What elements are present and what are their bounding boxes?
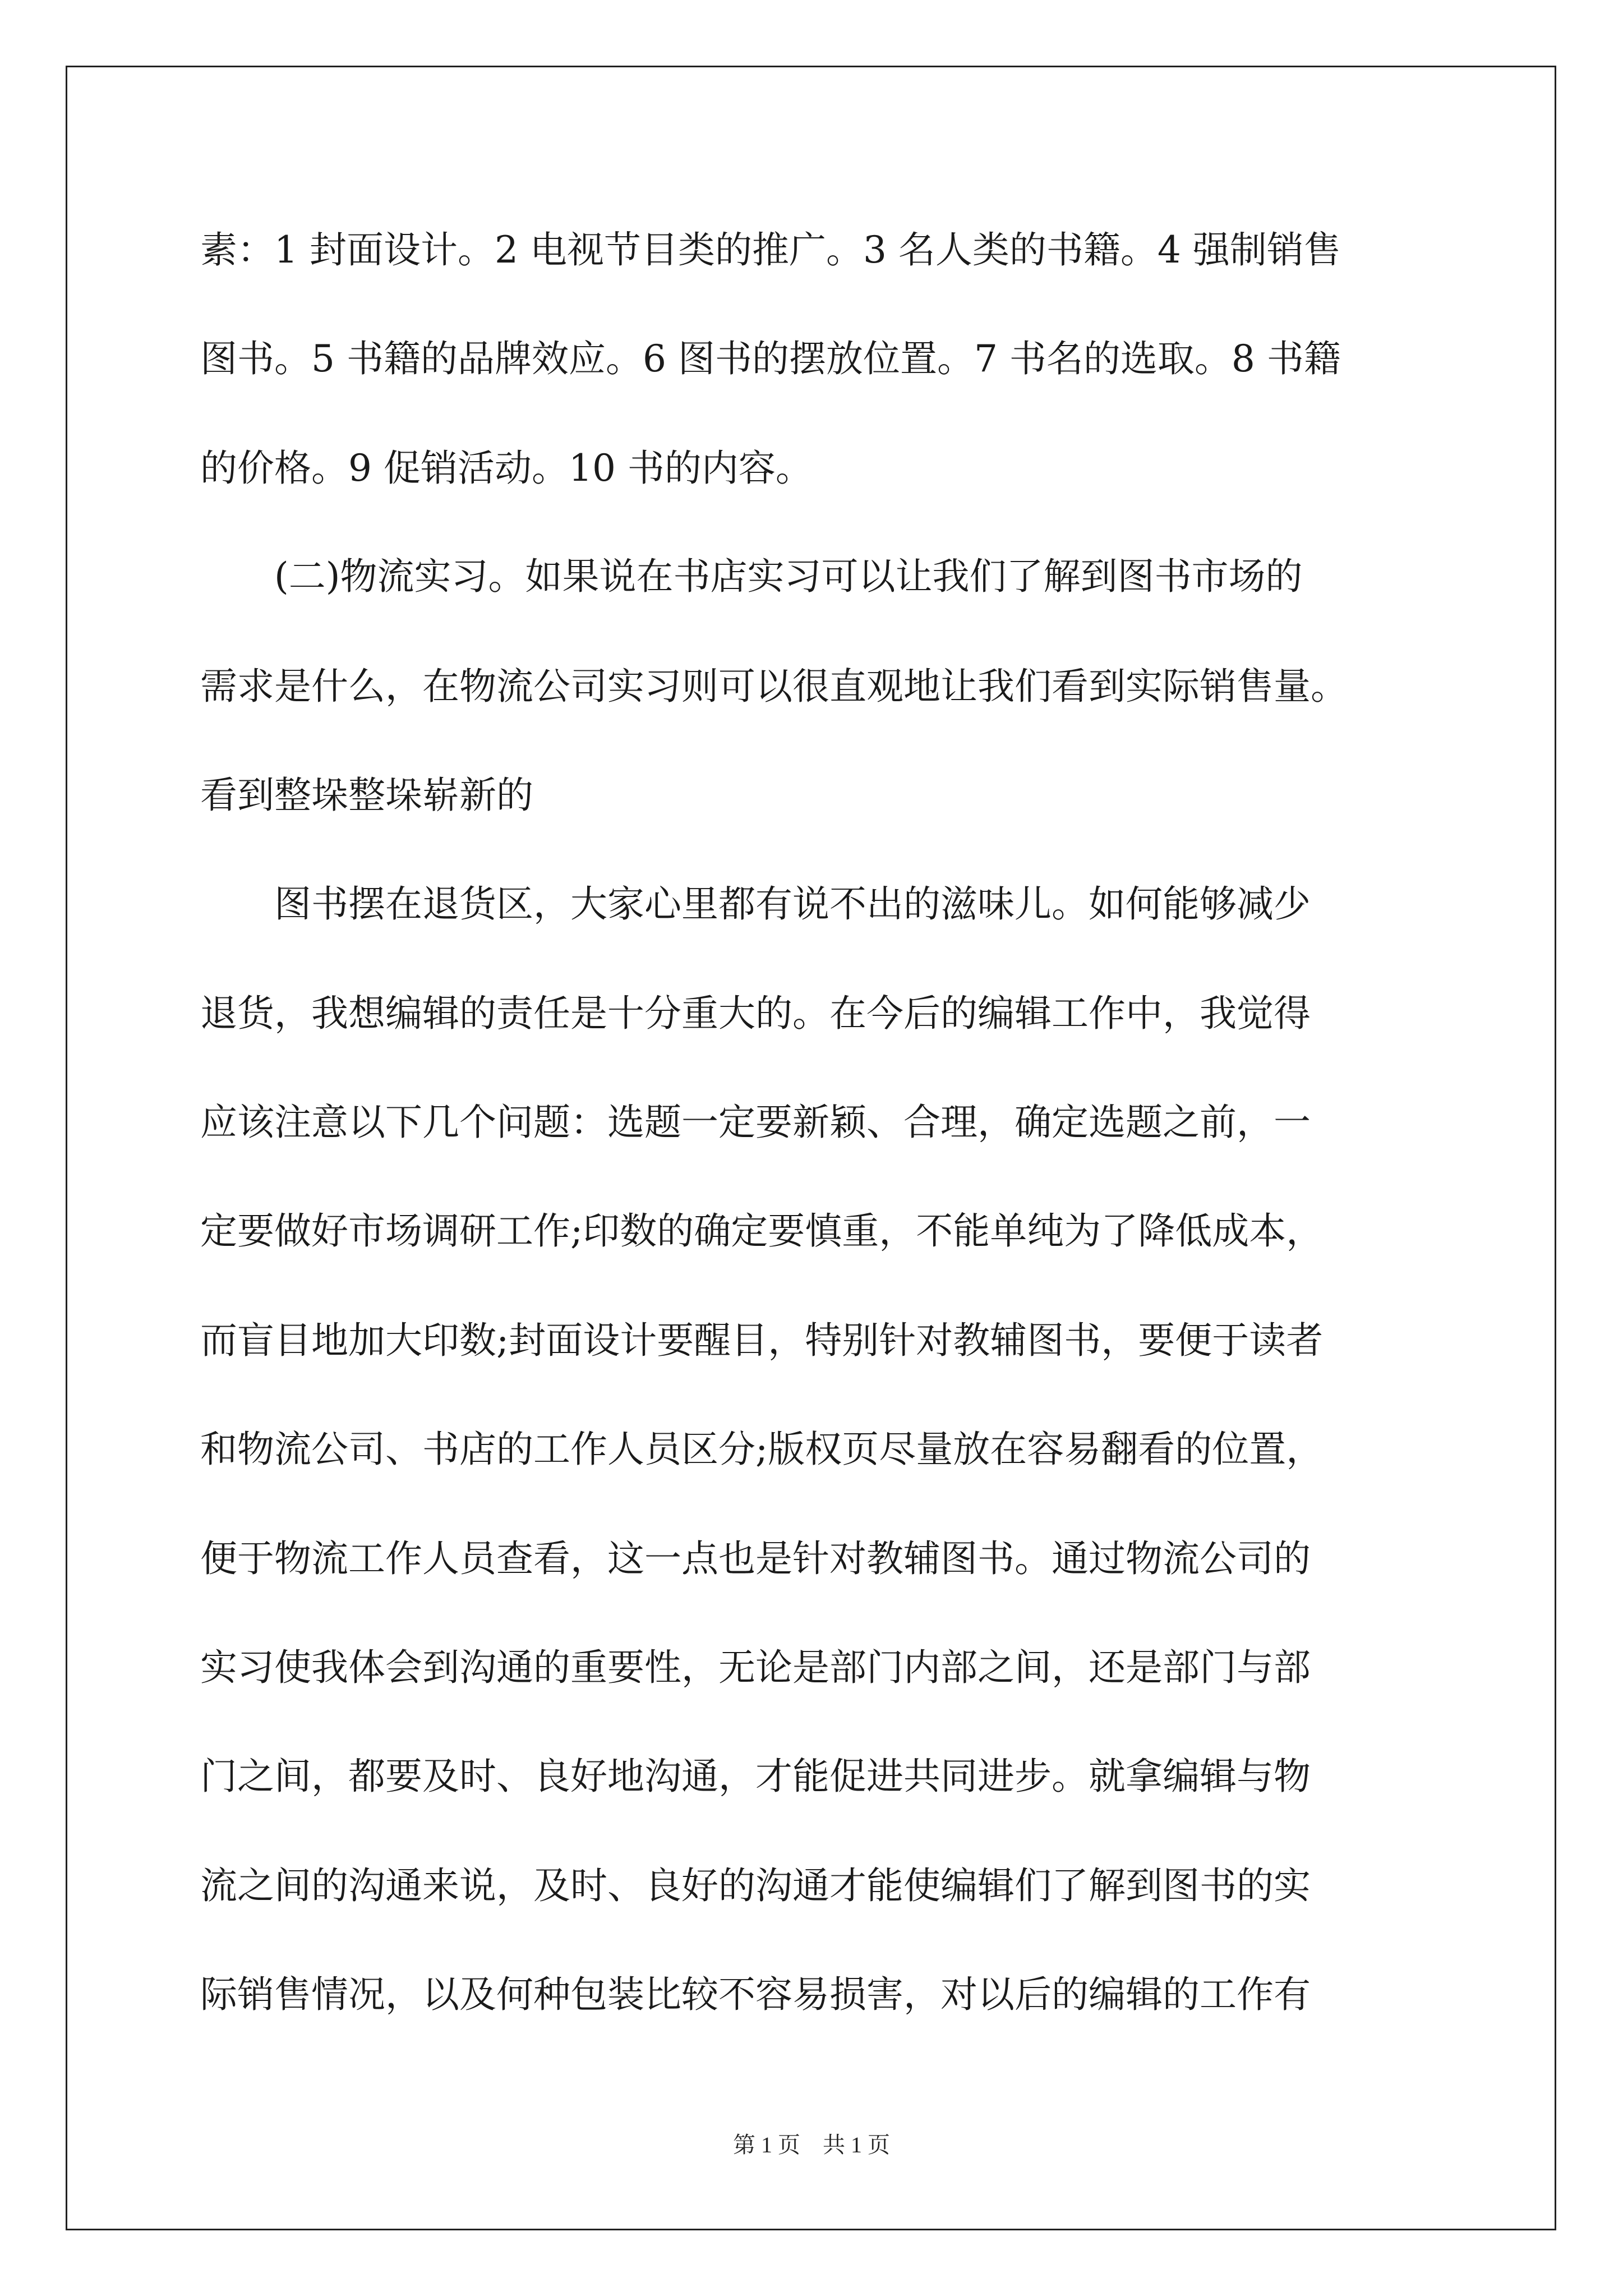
- text-line: 的价格。9 促销活动。10 书的内容。: [200, 447, 813, 490]
- text-line: 图书摆在退货区，大家心里都有说不出的滋味儿。如何能够减少: [274, 882, 1311, 926]
- text-line: 和物流公司、书店的工作人员区分;版权页尽量放在容易翻看的位置，: [200, 1428, 1324, 1471]
- text-line: (二)物流实习。如果说在书店实习可以让我们了解到图书市场的: [274, 555, 1303, 598]
- text-line: 实习使我体会到沟通的重要性，无论是部门内部之间，还是部门与部: [200, 1646, 1311, 1689]
- text-line: 定要做好市场调研工作;印数的确定要慎重，不能单纯为了降低成本，: [200, 1209, 1324, 1253]
- text-line: 图书。5 书籍的品牌效应。6 图书的摆放位置。7 书名的选取。8 书籍: [200, 337, 1341, 380]
- text-line: 应该注意以下几个问题：选题一定要新颖、合理，确定选题之前，一: [200, 1101, 1311, 1144]
- text-line: 需求是什么，在物流公司实习则可以很直观地让我们看到实际销售量。: [200, 665, 1348, 708]
- text-line: 退货，我想编辑的责任是十分重大的。在今后的编辑工作中，我觉得: [200, 992, 1311, 1035]
- text-line: 而盲目地加大印数;封面设计要醒目，特别针对教辅图书，要便于读者: [200, 1319, 1324, 1362]
- text-line: 流之间的沟通来说，及时、良好的沟通才能使编辑们了解到图书的实: [200, 1864, 1311, 1907]
- text-line: 际销售情况，以及何种包装比较不容易损害，对以后的编辑的工作有: [200, 1973, 1311, 2016]
- page-footer: 第 1 页 共 1 页: [733, 2132, 890, 2157]
- text-line: 便于物流工作人员查看，这一点也是针对教辅图书。通过物流公司的: [200, 1537, 1311, 1580]
- text-line: 门之间，都要及时、良好地沟通，才能促进共同进步。就拿编辑与物: [200, 1755, 1311, 1798]
- text-line: 素：1 封面设计。2 电视节目类的推广。3 名人类的书籍。4 强制销售: [200, 228, 1341, 272]
- text-line: 看到整垛整垛崭新的: [200, 774, 533, 817]
